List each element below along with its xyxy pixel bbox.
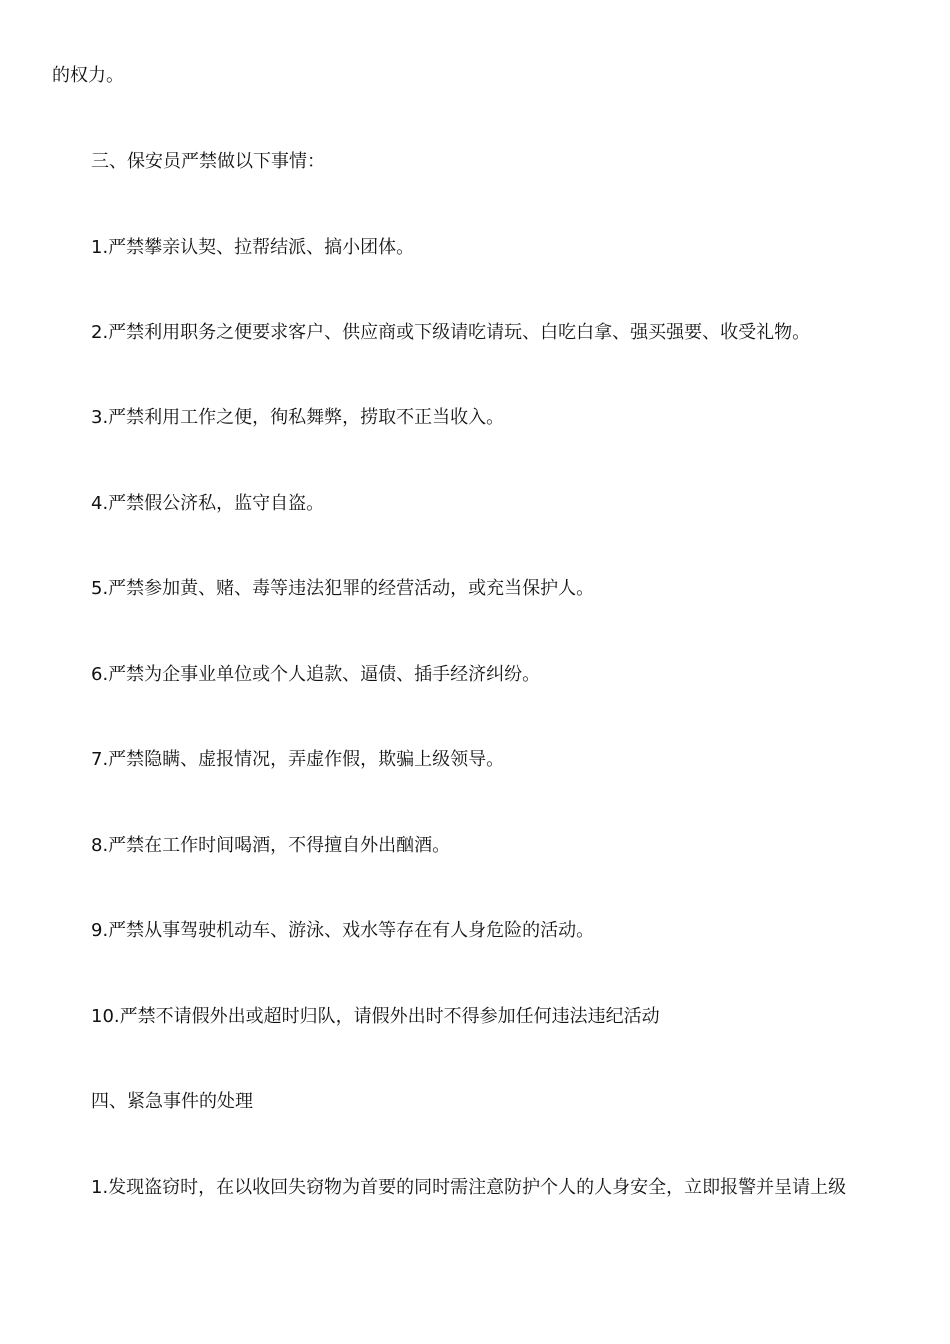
rule-item-4: 4.严禁假公济私，监守自盗。 (91, 493, 325, 514)
rule-item-6: 6.严禁为企事业单位或个人追款、逼债、插手经济纠纷。 (91, 664, 541, 685)
rule-item-10: 10.严禁不请假外出或超时归队，请假外出时不得参加任何违法违纪活动 (91, 1006, 660, 1027)
emergency-item-1: 1.发现盗窃时，在以收回失窃物为首要的同时需注意防护个人的人身安全，立即报警并呈请上级 (91, 1177, 847, 1198)
rule-item-1: 1.严禁攀亲认契、拉帮结派、搞小团体。 (91, 237, 415, 258)
rule-item-8: 8.严禁在工作时间喝酒，不得擅自外出酗酒。 (91, 835, 451, 856)
rule-item-9: 9.严禁从事驾驶机动车、游泳、戏水等存在有人身危险的活动。 (91, 920, 595, 941)
section-heading-3: 三、保安员严禁做以下事情： (91, 151, 325, 172)
rule-item-3: 3.严禁利用工作之便，徇私舞弊，捞取不正当收入。 (91, 407, 505, 428)
rule-item-7: 7.严禁隐瞒、虚报情况，弄虚作假，欺骗上级领导。 (91, 749, 505, 770)
paragraph-continuation: 的权力。 (52, 65, 124, 86)
rule-item-2: 2.严禁利用职务之便要求客户、供应商或下级请吃请玩、白吃白拿、强买强要、收受礼物。 (91, 322, 811, 343)
section-heading-4: 四、紧急事件的处理 (91, 1091, 253, 1112)
rule-item-5: 5.严禁参加黄、赌、毒等违法犯罪的经营活动，或充当保护人。 (91, 578, 595, 599)
